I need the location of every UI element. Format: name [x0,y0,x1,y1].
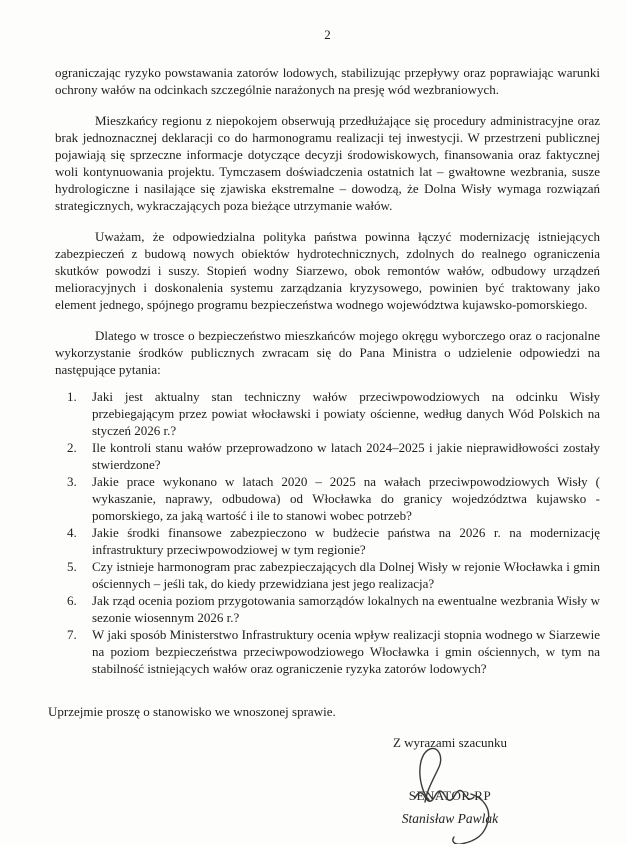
question-item [67,626,600,677]
question-item [67,592,600,626]
question-number: 1. [67,389,77,404]
questions-list [67,388,600,677]
question-text: W jaki sposób Ministerstwo Infrastruktury ocenia wpływ realizacji stopnia wodnego w Siarzewie na poziom bezpieczeństwa przeciwpowodziowego Włocławka i gmin ościennych, w tym na stabilność istniejących wałów oraz ograniczenie ryzyka zatorów lodowych? [92,627,600,676]
question-text: Jakie prace wykonano w latach 2020 – 2025 na wałach przeciwpowodziowych Wisły ( wykaszanie, naprawy, odbudowa) od Włocławka do granicy wojedzództwa kujawsko - pomorskiego, za jaką wartość i ile to stanowi wobec potrzeb? [92,474,600,523]
question-text: Czy istnieje harmonogram prac zabezpieczających dla Dolnej Wisły w rejonie Włocławka i gmin ościennych – jeśli tak, do kiedy przewidziana jest jego realizacja? [92,559,600,591]
paragraph-policy-opinion: Uważam, że odpowiedzialna polityka państwa powinna łączyć modernizację istniejących zabezpieczeń z budową nowych obiektów hydrotechnicznych, zdolnych do realnego ograniczenia skutków powodzi i suszy. Stopień wodny Siarzewo, obok remontów wałów, odbudowy urządzeń melioracyjnych i doskonalenia systemu zarządzania kryzysowego, powinien być traktowany jako element jednego, spójnego programu bezpieczeństwa wodnego województwa kujawsko-pomorskiego. [55,229,600,312]
question-number: 3. [67,474,77,489]
question-text: Jakie środki finansowe zabezpieczono w budżecie państwa na 2026 r. na modernizację infrastruktury przeciwpowodziowej w tym regionie? [92,525,600,557]
closing-request: Uprzejmie proszę o stanowisko we wnoszonej sprawie. [48,704,336,719]
question-item [67,524,600,558]
question-number: 7. [67,627,77,642]
question-item [67,439,600,473]
question-text: Ile kontroli stanu wałów przeprowadzono w latach 2024–2025 i jakie nieprawidłowości zostały stwierdzone? [92,440,600,472]
page-number: 2 [324,27,331,42]
signer-name: Stanisław Pawlak [401,811,499,826]
question-number: 6. [67,593,77,608]
question-item [67,558,600,592]
question-item [67,473,600,524]
question-number: 4. [67,525,77,540]
signer-title: SENATOR RP [408,788,492,803]
signature-spacer [355,751,545,787]
question-text: Jak rząd ocenia poziom przygotowania samorządów lokalnych na ewentualne wezbrania Wisły w sezonie wiosennym 2026 r.? [92,593,600,625]
signature-block [355,734,545,827]
question-item [67,388,600,439]
paragraph-questions-intro: Dlatego w trosce o bezpieczeństwo mieszkańców mojego okręgu wyborczego oraz o racjonalne wykorzystanie środków publicznych zwracam się do Pana Ministra o udzielenie odpowiedzi na następujące pytania: [55,328,600,377]
question-number: 2. [67,440,77,455]
salutation: Z wyrazami szacunku [392,735,508,750]
question-text: Jaki jest aktualny stan techniczny wałów przeciwpowodziowych na odcinku Wisły przebiegającym przez powiat włocławski i powiaty ościenne, według danych Wód Polskich na styczeń 2026 r.? [92,389,600,438]
paragraph-continuation: ograniczając ryzyko powstawania zatorów lodowych, stabilizując przepływy oraz poprawiając warunki ochrony wałów na odcinkach szczególnie narażonych na presję wód wezbraniowych. [55,65,600,97]
question-number: 5. [67,559,77,574]
paragraph-residents-concern: Mieszkańcy regionu z niepokojem obserwują przedłużające się procedury administracyjne oraz brak jednoznacznej deklaracji co do harmonogramu realizacji tej inwestycji. W przestrzeni publicznej pojawiają się sprzeczne informacje dotyczące decyzji środowiskowych, finansowania oraz faktycznej woli kontynuowania projektu. Tymczasem doświadczenia ostatnich lat – gwałtowne wezbrania, susze hydrologiczne i nasilające się zjawiska ekstremalne – dowodzą, że Dolna Wisły wymaga rozwiązań strategicznych, wykraczających poza bieżące utrzymanie wałów. [55,113,600,213]
